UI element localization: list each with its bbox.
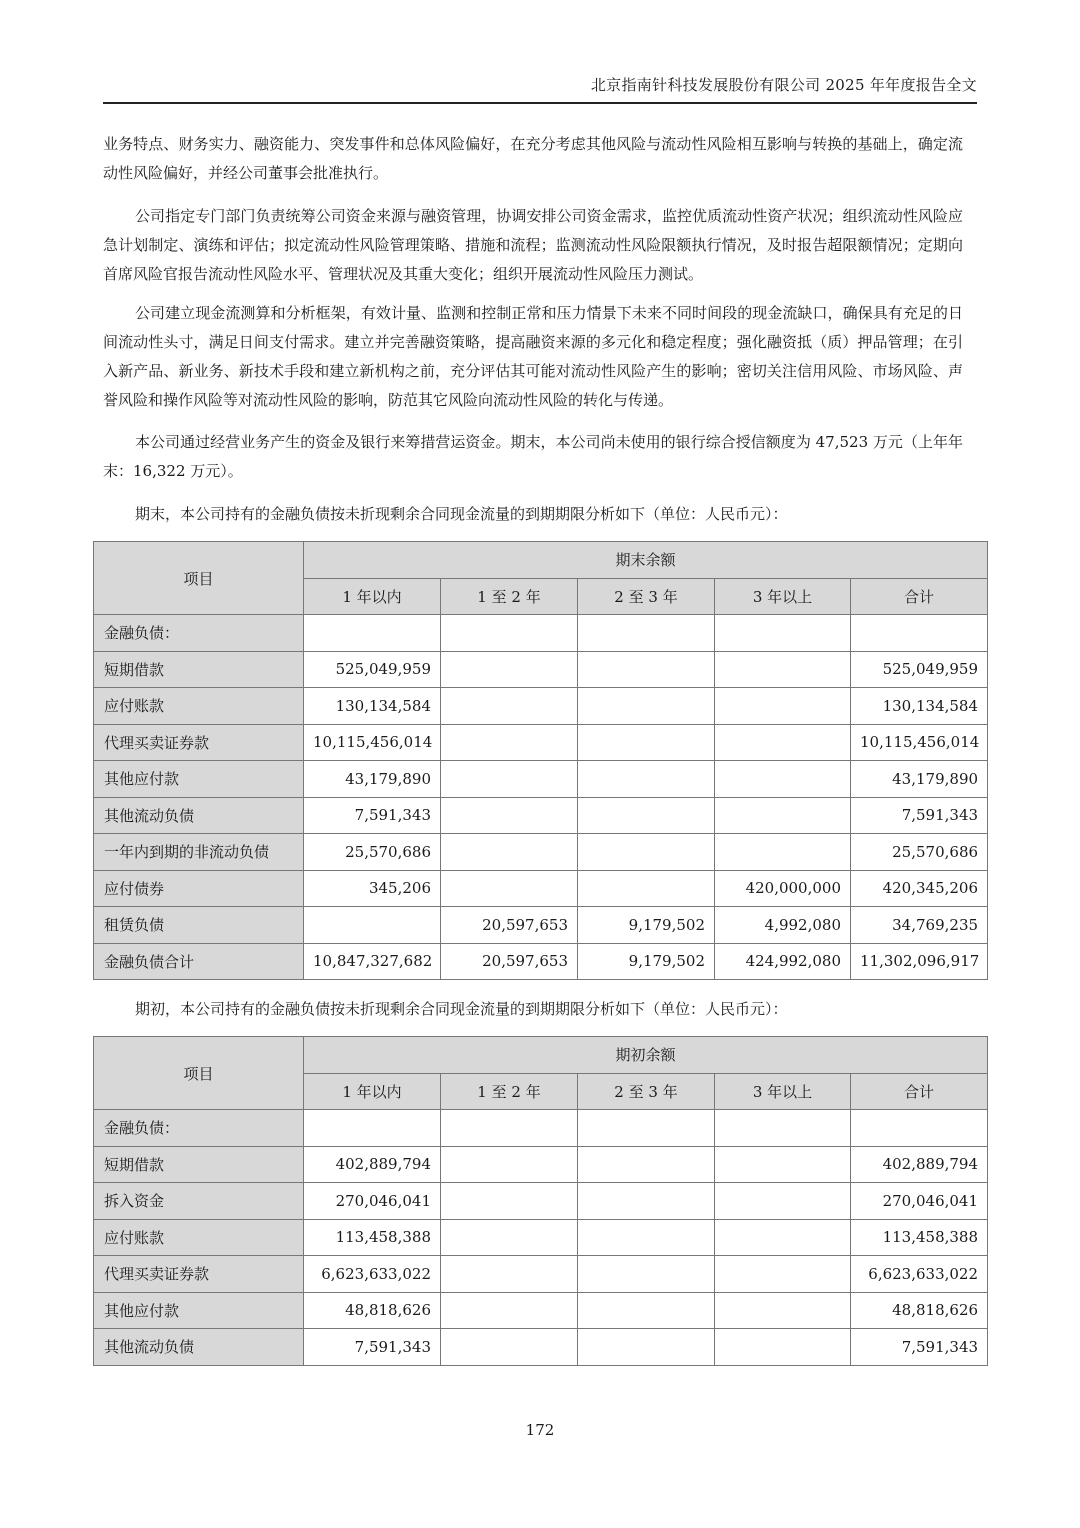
column-header: 合计: [851, 1073, 988, 1110]
row-label: 金融负债合计: [94, 943, 304, 980]
amount-cell: [578, 1183, 715, 1220]
column-header-item: 项目: [94, 1037, 304, 1110]
amount-cell: 6,623,633,022: [304, 1256, 441, 1293]
maturity-table-period-begin: [93, 1036, 988, 1366]
column-header-item: 项目: [94, 542, 304, 615]
amount-cell: 43,179,890: [851, 761, 988, 798]
table-begin-caption: 期初，本公司持有的金融负债按未折现剩余合同现金流量的到期期限分析如下（单位：人民币元）：: [135, 1000, 788, 1018]
table-row: [94, 1183, 988, 1220]
amount-cell: [441, 1329, 578, 1366]
row-label: 短期借款: [94, 651, 304, 688]
amount-cell: [441, 688, 578, 725]
amount-cell: 10,115,456,014: [851, 724, 988, 761]
amount-cell: [715, 1292, 851, 1329]
amount-cell: [851, 1110, 988, 1147]
column-header: 1 至 2 年: [441, 1073, 578, 1110]
paragraph-cash-flow-framework: 公司建立现金流测算和分析框架，有效计量、监测和控制正常和压力情景下未来不同时间段的现金流缺口，确保具有充足的日间流动性头寸，满足日间支付需求。建立并完善融资策略，提高融资来源的多元化和稳定程度；强化融资抵（质）押品管理；在引入新产品、新业务、新技术手段和建立新机构之前，充分评估其可能对流动性风险产生的影响；密切关注信用风险、市场风险、声誉风险和操作风险等对流动性风险的影响，防范其它风险向流动性风险的转化与传递。: [103, 304, 963, 409]
table-row: [94, 1146, 988, 1183]
amount-cell: [578, 1219, 715, 1256]
amount-cell: 525,049,959: [304, 651, 441, 688]
amount-cell: [715, 797, 851, 834]
amount-cell: [441, 651, 578, 688]
amount-cell: [578, 1110, 715, 1147]
amount-cell: [578, 1146, 715, 1183]
amount-cell: 402,889,794: [851, 1146, 988, 1183]
maturity-table-period-end: [93, 541, 988, 980]
amount-cell: 6,623,633,022: [851, 1256, 988, 1293]
amount-cell: 402,889,794: [304, 1146, 441, 1183]
amount-cell: 130,134,584: [304, 688, 441, 725]
row-label: 代理买卖证券款: [94, 1256, 304, 1293]
table-row: [94, 1329, 988, 1366]
amount-cell: 11,302,096,917: [851, 943, 988, 980]
page-number: 172: [525, 1421, 555, 1439]
amount-cell: 270,046,041: [851, 1183, 988, 1220]
row-label: 租赁负债: [94, 907, 304, 944]
table-row: [94, 1292, 988, 1329]
amount-cell: [578, 761, 715, 798]
table-row: [94, 834, 988, 871]
amount-cell: [715, 651, 851, 688]
amount-cell: [304, 907, 441, 944]
amount-cell: [578, 724, 715, 761]
amount-cell: [715, 1219, 851, 1256]
table-row: [94, 907, 988, 944]
amount-cell: [304, 615, 441, 652]
table-row: [94, 688, 988, 725]
amount-cell: 130,134,584: [851, 688, 988, 725]
row-label: 应付账款: [94, 1219, 304, 1256]
row-label: 金融负债：: [94, 1110, 304, 1147]
amount-cell: [715, 615, 851, 652]
amount-cell: 25,570,686: [304, 834, 441, 871]
amount-cell: [578, 615, 715, 652]
header-divider: [103, 102, 977, 104]
amount-cell: [715, 1110, 851, 1147]
amount-cell: [715, 761, 851, 798]
amount-cell: 525,049,959: [851, 651, 988, 688]
paragraph-department-duties: 公司指定专门部门负责统筹公司资金来源与融资管理，协调安排公司资金需求，监控优质流动性资产状况；组织流动性风险应急计划制定、演练和评估；拟定流动性风险管理策略、措施和流程；监测流动性风险限额执行情况，及时报告超限额情况；定期向首席风险官报告流动性风险水平、管理状况及其重大变化；组织开展流动性风险压力测试。: [103, 207, 963, 283]
amount-cell: [715, 1183, 851, 1220]
paragraph-risk-appetite: 业务特点、财务实力、融资能力、突发事件和总体风险偏好，在充分考虑其他风险与流动性风险相互影响与转换的基础上，确定流动性风险偏好，并经公司董事会批准执行。: [103, 135, 963, 182]
column-header: 1 至 2 年: [441, 578, 578, 615]
amount-cell: [715, 1146, 851, 1183]
amount-cell: 9,179,502: [578, 907, 715, 944]
amount-cell: 7,591,343: [304, 1329, 441, 1366]
column-header: 2 至 3 年: [578, 1073, 715, 1110]
amount-cell: 48,818,626: [304, 1292, 441, 1329]
amount-cell: 7,591,343: [851, 1329, 988, 1366]
amount-cell: [715, 834, 851, 871]
amount-cell: 113,458,388: [851, 1219, 988, 1256]
amount-cell: [715, 1256, 851, 1293]
table-row: [94, 1219, 988, 1256]
table-row: [94, 615, 988, 652]
table-row: [94, 724, 988, 761]
amount-cell: 25,570,686: [851, 834, 988, 871]
row-label: 代理买卖证券款: [94, 724, 304, 761]
column-group-header: 期末余额: [304, 542, 988, 579]
paragraph-credit-facility: 本公司通过经营业务产生的资金及银行来筹措营运资金。期末，本公司尚未使用的银行综合授信额度为 47,523 万元（上年年末：16,322 万元）。: [103, 433, 963, 480]
amount-cell: 270,046,041: [304, 1183, 441, 1220]
amount-cell: [441, 1256, 578, 1293]
amount-cell: 420,345,206: [851, 870, 988, 907]
column-header: 合计: [851, 578, 988, 615]
row-label: 其他流动负债: [94, 1329, 304, 1366]
table-end-caption: 期末，本公司持有的金融负债按未折现剩余合同现金流量的到期期限分析如下（单位：人民币元）：: [135, 505, 788, 523]
amount-cell: [441, 1110, 578, 1147]
row-label: 其他应付款: [94, 761, 304, 798]
amount-cell: [715, 1329, 851, 1366]
amount-cell: 345,206: [304, 870, 441, 907]
row-label: 一年内到期的非流动负债: [94, 834, 304, 871]
amount-cell: 43,179,890: [304, 761, 441, 798]
table-row: [94, 797, 988, 834]
amount-cell: 7,591,343: [304, 797, 441, 834]
table-row: [94, 651, 988, 688]
amount-cell: 113,458,388: [304, 1219, 441, 1256]
column-header: 3 年以上: [715, 1073, 851, 1110]
amount-cell: [441, 797, 578, 834]
amount-cell: [578, 1256, 715, 1293]
amount-cell: [578, 834, 715, 871]
row-label: 其他流动负债: [94, 797, 304, 834]
page-header-title: 北京指南针科技发展股份有限公司 2025 年年度报告全文: [590, 76, 977, 94]
amount-cell: [578, 870, 715, 907]
table-row: [94, 870, 988, 907]
column-header: 1 年以内: [304, 1073, 441, 1110]
table-row: [94, 1110, 988, 1147]
amount-cell: 420,000,000: [715, 870, 851, 907]
amount-cell: 10,115,456,014: [304, 724, 441, 761]
row-label: 短期借款: [94, 1146, 304, 1183]
column-header: 3 年以上: [715, 578, 851, 615]
amount-cell: [441, 834, 578, 871]
amount-cell: 9,179,502: [578, 943, 715, 980]
amount-cell: [441, 1183, 578, 1220]
amount-cell: [715, 724, 851, 761]
table-row: [94, 1256, 988, 1293]
amount-cell: [441, 615, 578, 652]
amount-cell: [441, 1146, 578, 1183]
amount-cell: [578, 1329, 715, 1366]
amount-cell: 48,818,626: [851, 1292, 988, 1329]
amount-cell: [441, 1292, 578, 1329]
amount-cell: [304, 1110, 441, 1147]
amount-cell: 7,591,343: [851, 797, 988, 834]
amount-cell: [441, 761, 578, 798]
amount-cell: 4,992,080: [715, 907, 851, 944]
amount-cell: [441, 1219, 578, 1256]
amount-cell: [578, 651, 715, 688]
row-label: 应付账款: [94, 688, 304, 725]
amount-cell: 20,597,653: [441, 943, 578, 980]
row-label: 拆入资金: [94, 1183, 304, 1220]
amount-cell: 10,847,327,682: [304, 943, 441, 980]
amount-cell: 20,597,653: [441, 907, 578, 944]
amount-cell: [578, 797, 715, 834]
table-row: [94, 761, 988, 798]
row-label: 应付债券: [94, 870, 304, 907]
column-header: 1 年以内: [304, 578, 441, 615]
row-label: 金融负债：: [94, 615, 304, 652]
amount-cell: [851, 615, 988, 652]
table-row: [94, 943, 988, 980]
amount-cell: [578, 688, 715, 725]
amount-cell: [715, 688, 851, 725]
column-group-header: 期初余额: [304, 1037, 988, 1074]
amount-cell: 34,769,235: [851, 907, 988, 944]
column-header: 2 至 3 年: [578, 578, 715, 615]
amount-cell: [441, 724, 578, 761]
amount-cell: [578, 1292, 715, 1329]
amount-cell: [441, 870, 578, 907]
row-label: 其他应付款: [94, 1292, 304, 1329]
amount-cell: 424,992,080: [715, 943, 851, 980]
